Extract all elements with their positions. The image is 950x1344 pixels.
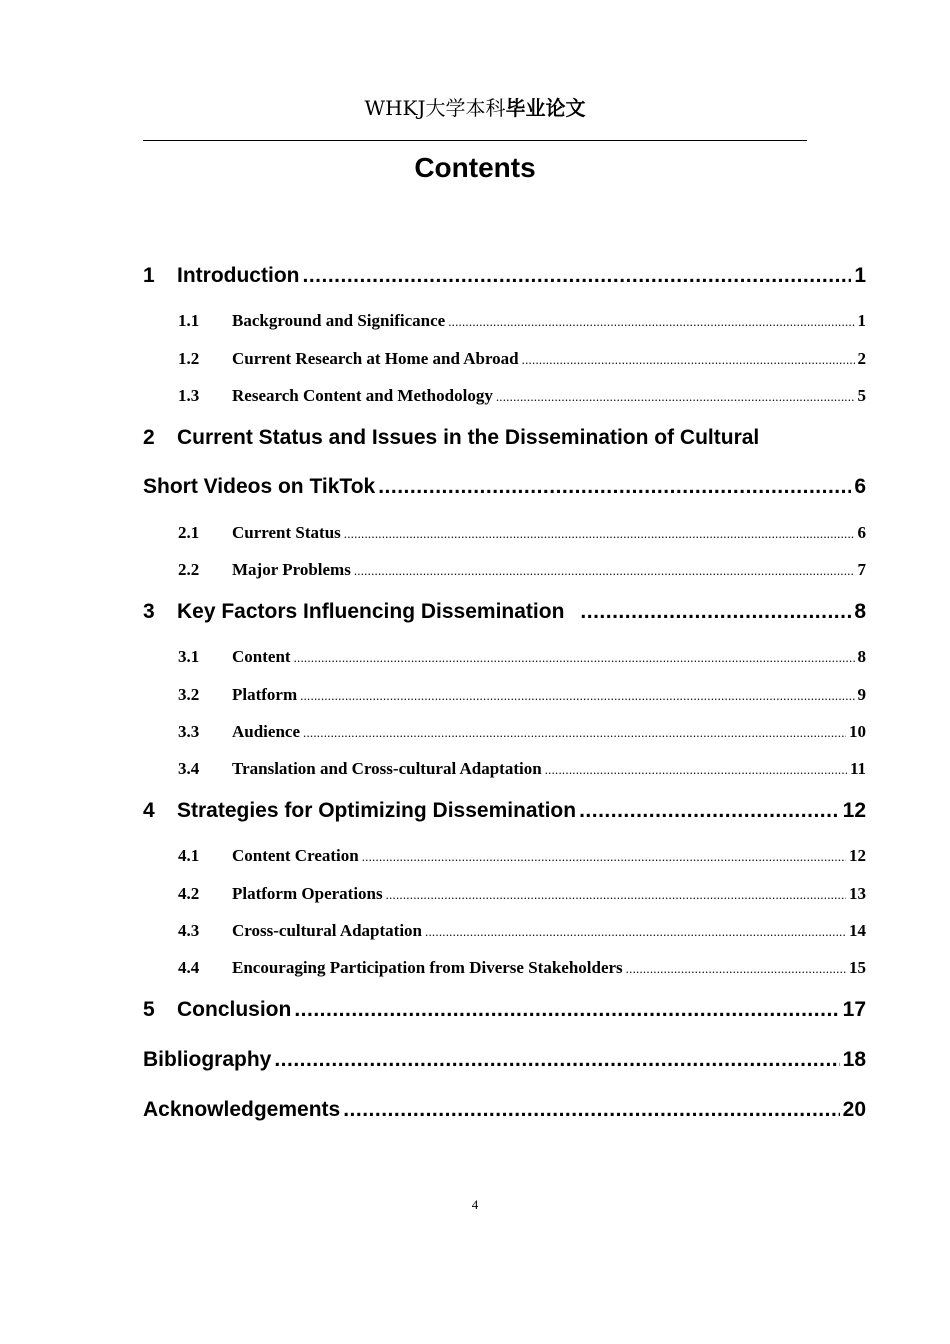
toc-entry-section-2-1[interactable] [178, 523, 866, 543]
toc-number: 1.1 [178, 311, 200, 330]
toc-leader [626, 961, 846, 977]
toc-page: 11 [849, 759, 866, 778]
toc-title: Bibliography [143, 1048, 272, 1071]
toc-title: Current Research at Home and Abroad [232, 349, 519, 368]
toc-number: 4.4 [178, 958, 200, 977]
running-header [0, 92, 950, 121]
toc-page: 1 [857, 311, 866, 330]
toc-leader [343, 1098, 839, 1122]
toc-title: Translation and Cross-cultural Adaptation [232, 759, 542, 778]
toc-entry-chapter-4[interactable] [143, 799, 866, 823]
header-rule [143, 140, 807, 141]
toc-entry-section-3-1[interactable] [178, 647, 866, 667]
toc-leader [386, 887, 846, 903]
toc-leader [448, 314, 854, 330]
toc-title: Short Videos on TikTok [143, 475, 376, 498]
toc-entry-chapter-2-line2[interactable] [143, 475, 866, 499]
toc-leader [545, 762, 847, 778]
toc-title: Cross-cultural Adaptation [232, 921, 423, 940]
toc-title: Research Content and Methodology [232, 386, 493, 405]
toc-page: 6 [857, 523, 866, 542]
header-thesis-label: 毕业论文 [505, 96, 586, 120]
toc-entry-section-1-3[interactable] [178, 386, 866, 406]
toc-entry-chapter-1[interactable] [143, 264, 866, 288]
toc-title: Conclusion [177, 998, 292, 1021]
toc-page: 13 [849, 884, 866, 903]
toc-entry-section-2-2[interactable] [178, 560, 866, 580]
toc-entry-section-4-4[interactable] [178, 958, 866, 978]
toc-entry-section-4-2[interactable] [178, 884, 866, 904]
toc-title: Key Factors Influencing Dissemination [177, 600, 565, 623]
toc-page: 18 [842, 1048, 866, 1071]
toc-number: 4.3 [178, 921, 200, 940]
toc-entry-chapter-3[interactable] [143, 600, 866, 624]
toc-page: 12 [842, 799, 866, 822]
toc-page: 15 [849, 958, 866, 977]
toc-entry-section-3-4[interactable] [178, 759, 866, 779]
toc-number: 1.2 [178, 349, 200, 368]
toc-number: 2 [143, 426, 155, 449]
toc-number: 4 [143, 799, 155, 822]
toc-page: 20 [842, 1098, 866, 1121]
toc-leader [362, 849, 846, 865]
toc-leader [294, 650, 855, 666]
toc-title: Current Status [232, 523, 341, 542]
toc-number: 1 [143, 264, 155, 287]
toc-leader [354, 563, 855, 579]
toc-number: 4.2 [178, 884, 200, 903]
toc-number: 3.1 [178, 647, 200, 666]
toc-leader [274, 1048, 839, 1072]
toc-page: 17 [842, 998, 866, 1021]
header-school: WHKJ大学本科 [364, 96, 506, 120]
toc-entry-bibliography[interactable] [143, 1048, 866, 1072]
toc-number: 4.1 [178, 846, 200, 865]
toc-number: 5 [143, 998, 155, 1021]
toc-leader [580, 600, 851, 624]
toc-leader [522, 352, 855, 368]
toc-title: Content [232, 647, 291, 666]
toc-page: 2 [857, 349, 866, 368]
toc-page: 6 [854, 475, 866, 498]
toc-page: 10 [849, 722, 866, 741]
toc-entry-chapter-2-line1[interactable] [143, 426, 759, 450]
toc-entry-section-4-1[interactable] [178, 846, 866, 866]
page-number: 4 [471, 1197, 479, 1212]
toc-number: 3.2 [178, 685, 200, 704]
toc-number: 3.3 [178, 722, 200, 741]
toc-leader [294, 998, 839, 1022]
toc-leader [300, 688, 854, 704]
toc-page: 5 [857, 386, 866, 405]
toc-title: Background and Significance [232, 311, 446, 330]
toc-entry-section-1-2[interactable] [178, 349, 866, 369]
toc-title: Introduction [177, 264, 300, 287]
toc-leader [303, 725, 846, 741]
toc-page: 9 [857, 685, 866, 704]
toc-title: Audience [232, 722, 300, 741]
toc-leader [302, 264, 851, 288]
toc-entry-section-3-3[interactable] [178, 722, 866, 742]
toc-title: Acknowledgements [143, 1098, 341, 1121]
toc-number: 3.4 [178, 759, 200, 778]
toc-page: 14 [849, 921, 866, 940]
toc-leader [579, 799, 840, 823]
page-title: Contents [414, 152, 536, 183]
toc-leader [378, 475, 851, 499]
toc-number: 1.3 [178, 386, 200, 405]
toc-title: Strategies for Optimizing Dissemination [177, 799, 577, 822]
toc-title: Content Creation [232, 846, 359, 865]
toc-entry-section-3-2[interactable] [178, 685, 866, 705]
toc-page: 12 [849, 846, 866, 865]
toc-number: 2.1 [178, 523, 200, 542]
toc-number: 2.2 [178, 560, 200, 579]
toc-leader [496, 389, 855, 405]
toc-entry-section-4-3[interactable] [178, 921, 866, 941]
toc-leader [344, 526, 855, 542]
toc-entry-acknowledgements[interactable] [143, 1098, 866, 1122]
toc-title: Current Status and Issues in the Dissemination of Cultural [177, 426, 760, 449]
toc-entry-chapter-5[interactable] [143, 998, 866, 1022]
toc-leader [425, 924, 846, 940]
toc-number: 3 [143, 600, 155, 623]
toc-title: Encouraging Participation from Diverse Stakeholders [232, 958, 623, 977]
toc-page: 8 [857, 647, 866, 666]
toc-title: Platform Operations [232, 884, 383, 903]
toc-title: Platform [232, 685, 298, 704]
toc-page: 1 [854, 264, 866, 287]
toc-title: Major Problems [232, 560, 351, 579]
toc-page: 7 [857, 560, 866, 579]
toc-page: 8 [854, 600, 866, 623]
toc-entry-section-1-1[interactable] [178, 311, 866, 331]
